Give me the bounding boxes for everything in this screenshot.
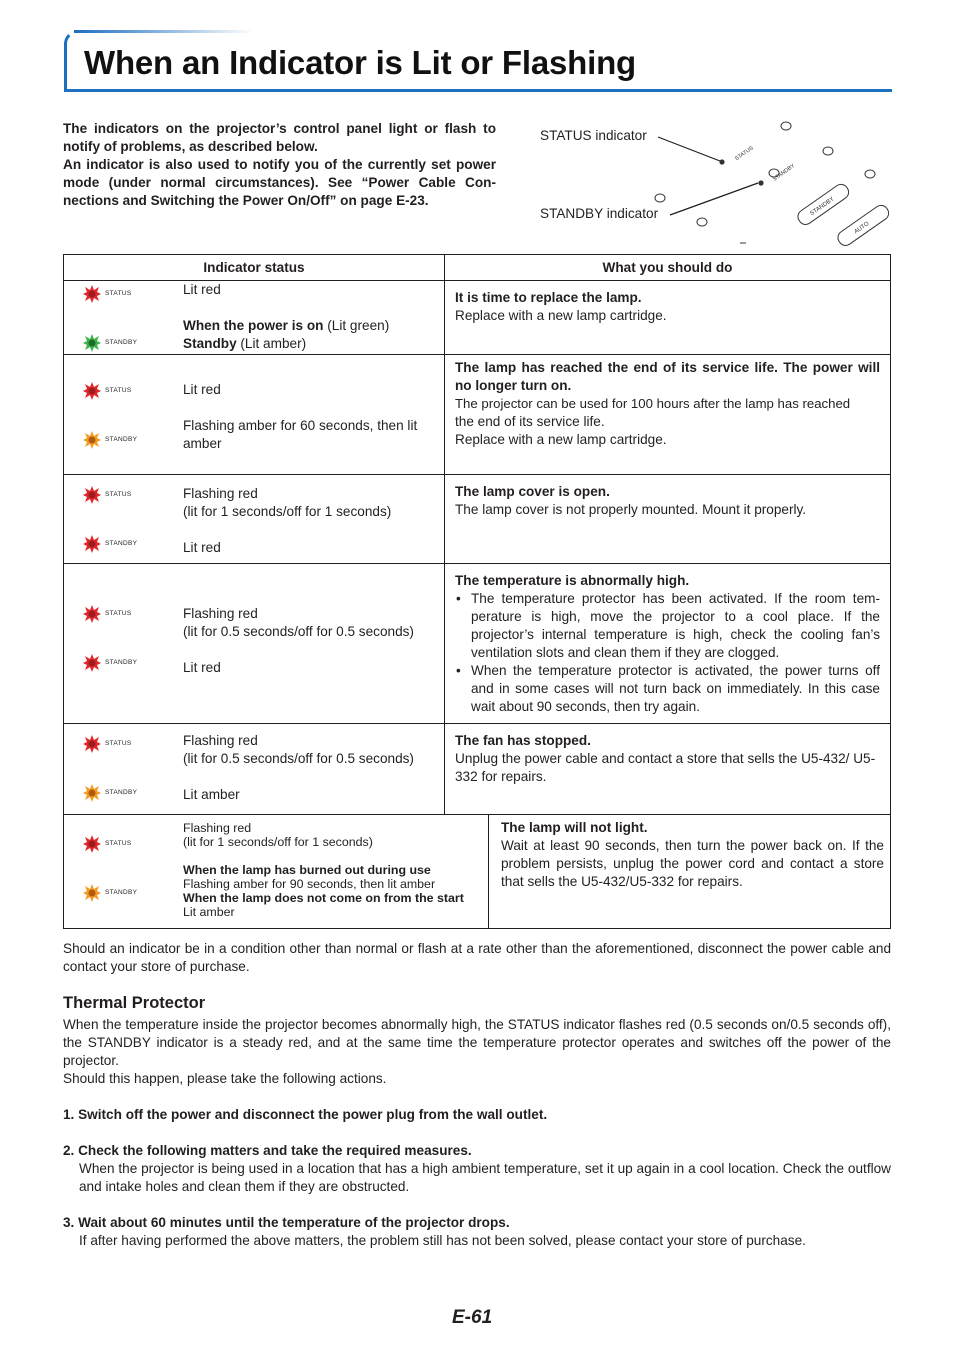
- panel-button-2: [823, 147, 833, 155]
- step-2: 2. Check the following matters and take the required measures.: [63, 1143, 472, 1158]
- standby-lit-red-icon: [82, 653, 137, 673]
- case-1-title: When the lamp has burned out during use: [183, 863, 431, 877]
- list-item: • The temperature protector has been activated. If the room tem-perature is high, move the projector to a cool place. If the projector’s internal temperature is high, check the cooling fan’s ventilation slots and clean them if they are clogged.: [471, 590, 880, 662]
- status-cell: [64, 355, 445, 475]
- status-flashing-red-icon: [82, 485, 131, 505]
- icon-label-standby: STANDBY: [105, 540, 138, 547]
- step-1: 1. Switch off the power and disconnect the power plug from the wall outlet.: [63, 1107, 548, 1122]
- table-row: [64, 475, 891, 564]
- table-row: [64, 815, 891, 929]
- standby-state-text: Lit amber: [183, 787, 240, 802]
- table-header-row: [64, 255, 891, 281]
- thermal-protector-heading: Thermal Protector: [63, 994, 206, 1012]
- status-state-text: Lit red: [183, 282, 221, 297]
- intro-line-2: An indicator is also used to notify you of the currently set power mode (under normal circumstances). See “Power Cable Con-nections and Switching the Power On/Off” on page E-23.: [63, 157, 496, 208]
- action-text: Unplug the power cable and contact a store that sells the U5-432/ U5-332 for repairs.: [455, 751, 876, 784]
- action-text: the end of its service life.: [455, 414, 605, 429]
- standby-flashing-amber-icon: [82, 883, 137, 903]
- action-cell: [445, 475, 891, 564]
- indicator-table: [63, 254, 891, 929]
- case-2-title: When the lamp does not come on from the start: [183, 891, 464, 905]
- thermal-para-1: When the temperature inside the projector becomes abnormally high, the STATUS indicator flashes red (0.5 seconds on/0.5 seconds off), the STANDBY indicator is a steady red, and at the same time the temperature protector operates and switches off the power of the projector.: [63, 1017, 891, 1068]
- table-row: [64, 281, 891, 355]
- table-row: [64, 564, 891, 724]
- title-fade: [74, 30, 254, 33]
- action-title: The fan has stopped.: [455, 733, 591, 748]
- action-cell: [445, 355, 891, 475]
- status-cell: [64, 815, 489, 928]
- standby-color-amber: (Lit amber): [236, 336, 307, 351]
- action-title: The lamp cover is open.: [455, 484, 610, 499]
- status-tag-text: STATUS: [734, 145, 755, 163]
- status-state-detail: (lit for 0.5 seconds/off for 0.5 seconds): [183, 624, 414, 639]
- step-3: 3. Wait about 60 minutes until the temperature of the projector drops.: [63, 1215, 510, 1230]
- action-title: The lamp will not light.: [501, 820, 648, 835]
- status-leader-line: [658, 137, 720, 161]
- action-title: It is time to replace the lamp.: [455, 290, 642, 305]
- thermal-para-2: Should this happen, please take the following actions.: [63, 1071, 387, 1086]
- panel-button-1: [781, 122, 791, 130]
- step-3-text: If after having performed the above matters, the problem still has not been solved, please contact your store of purchase.: [79, 1233, 806, 1248]
- standby-state-text: Lit red: [183, 660, 221, 675]
- panel-button-6: [697, 218, 707, 226]
- standby-flashing-amber-icon: [82, 430, 137, 450]
- table-row: [64, 355, 891, 475]
- standby-state-text-2: [183, 335, 438, 353]
- standby-leader-line: [670, 183, 758, 215]
- status-cell: [64, 475, 445, 564]
- standby-condition-standby: Standby: [183, 336, 237, 351]
- page-number: E-61: [452, 1307, 493, 1328]
- standby-lit-amber-icon: [82, 783, 137, 803]
- action-note: The projector can be used for 100 hours after the lamp has reached: [455, 396, 851, 411]
- after-table-note: Should an indicator be in a condition other than normal or flash at a rate other than the aforementioned, disconnect the power cable and contact your store of purchase.: [63, 941, 891, 974]
- status-state-text: Flashing red: [183, 606, 258, 621]
- action-text: The lamp cover is not properly mounted. Mount it properly.: [455, 502, 807, 517]
- table-row: [64, 724, 891, 815]
- status-cell: [64, 724, 445, 815]
- status-state-text: Flashing red: [183, 821, 252, 835]
- status-state-text: Flashing red: [183, 733, 258, 748]
- status-indicator-label: STATUS indicator: [540, 128, 647, 143]
- last-row-cell: [64, 815, 891, 929]
- action-cell: [445, 564, 891, 724]
- status-flashing-red-icon: [82, 834, 131, 854]
- list-item: • When the temperature protector is activated, the power turns off and in some cases will not turn back on immediately. In this case wait about 90 seconds, then try again.: [471, 662, 880, 716]
- status-led-dot: [719, 159, 724, 164]
- standby-lit-red-icon: [82, 534, 137, 554]
- case-2-text: Lit amber: [183, 905, 235, 919]
- intro-line-1: The indicators on the projector’s control panel light or flash to notify of problems, as described below.: [63, 121, 496, 154]
- status-flashing-red-icon: [82, 734, 131, 754]
- icon-label-status: STATUS: [105, 290, 132, 297]
- status-lit-red-icon: [82, 284, 131, 304]
- panel-button-5: [655, 194, 665, 202]
- status-state-detail: (lit for 0.5 seconds/off for 0.5 seconds): [183, 751, 414, 766]
- icon-label-status: STATUS: [105, 610, 132, 617]
- icon-label-status: STATUS: [105, 387, 132, 394]
- standby-state-text: [183, 317, 438, 335]
- status-cell: [64, 564, 445, 724]
- action-text-2: Replace with a new lamp cartridge.: [455, 432, 667, 447]
- panel-button-4: [865, 170, 875, 178]
- standby-tag-text: STANDBY: [771, 163, 797, 183]
- control-panel-drawing: [650, 115, 900, 250]
- icon-label-status: STATUS: [105, 740, 132, 747]
- status-cell: [64, 281, 445, 355]
- status-state-text: Lit red: [183, 382, 221, 397]
- icon-label-standby: STANDBY: [105, 436, 138, 443]
- action-text: Replace with a new lamp cartridge.: [455, 308, 667, 323]
- standby-button-text: STANDBY: [809, 196, 836, 218]
- case-1-text: Flashing amber for 90 seconds, then lit amber: [183, 877, 436, 891]
- thermal-protector-body: [63, 1016, 891, 1250]
- standby-state-text: Flashing amber for 60 seconds, then lit amber: [183, 418, 418, 451]
- icon-label-standby: STANDBY: [105, 659, 138, 666]
- standby-color-green: (Lit green): [323, 318, 390, 333]
- auto-button-text: AUTO: [853, 220, 871, 236]
- action-title: The lamp has reached the end of its service life. The power will no longer turn on.: [455, 360, 880, 393]
- action-cell: [445, 281, 891, 355]
- standby-led-dot: [758, 180, 763, 185]
- status-lit-red-icon: [82, 381, 131, 401]
- intro-text: [63, 120, 496, 210]
- header-indicator-status: Indicator status: [64, 255, 445, 281]
- standby-state-text: Lit red: [183, 540, 221, 555]
- action-cell: [489, 815, 890, 928]
- action-cell: [445, 724, 891, 815]
- status-state-text: Flashing red: [183, 486, 258, 501]
- status-flashing-red-icon: [82, 604, 131, 624]
- icon-label-status: STATUS: [105, 840, 132, 847]
- status-state-detail: (lit for 1 seconds/off for 1 seconds): [183, 835, 373, 849]
- icon-label-standby: STANDBY: [105, 889, 138, 896]
- icon-label-standby: STANDBY: [105, 339, 138, 346]
- header-what-to-do: What you should do: [445, 255, 891, 281]
- standby-indicator-label: STANDBY indicator: [540, 206, 659, 221]
- action-text: Wait at least 90 seconds, then turn the power back on. If the problem persists, unplug the power cord and contact a store that sells the U5-432/U5-332 for repairs.: [501, 838, 884, 889]
- page-title: When an Indicator is Lit or Flashing: [84, 44, 636, 81]
- standby-lit-green-icon: [82, 333, 137, 353]
- step-2-text: When the projector is being used in a location that has a high ambient temperature, set it up again in a cool location. Check the outflow and intake holes and clean them if they are obstructed.: [79, 1161, 891, 1194]
- action-title: The temperature is abnormally high.: [455, 573, 690, 588]
- standby-condition-power-on: When the power is on: [183, 318, 324, 333]
- action-bullet-list: [455, 590, 880, 716]
- icon-label-standby: STANDBY: [105, 789, 138, 796]
- icon-label-status: STATUS: [105, 491, 132, 498]
- status-state-detail: (lit for 1 seconds/off for 1 seconds): [183, 504, 392, 519]
